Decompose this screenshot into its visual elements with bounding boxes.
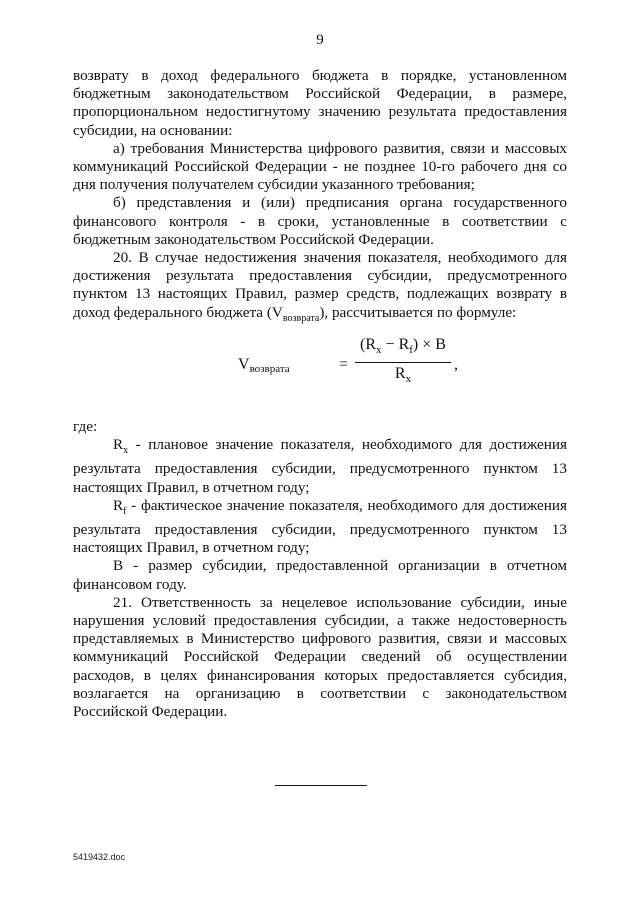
end-divider <box>275 785 367 786</box>
paragraph-item-a: а) требования Министерства цифрового развития, связи и массовых коммуникаций Российской Федерации - не позднее 10-го рабочего дня со дня получения получателем субсидии указанного требования; <box>73 139 567 194</box>
formula-fraction <box>355 336 451 389</box>
document-body <box>73 67 567 721</box>
where-label: где: <box>73 417 98 435</box>
formula-lhs: $V_{возврата}$ <box>238 355 290 375</box>
definition-rf: $R_f$ - фактическое значение показателя, необходимого для достижения результата предоставления субсидии, предусмотренного пунктом 13 настоящих Правил, в отчетном году; <box>73 496 567 557</box>
formula-comma: , <box>454 355 458 373</box>
document-reference: 5419432.doc <box>73 852 126 862</box>
paragraph-21: 21. Ответственность за нецелевое использование субсидии, иные нарушения условий предоставления субсидии, а также недостоверность представляемых в Министерство цифрового развития, связи и массовых коммуникаций Российской Федерации сведений об осуществлении расходов, в целях финансирования которых предоставляется субсидия, возлагается на организацию в соответствии с законодательством Российской Федерации. <box>73 593 567 720</box>
paragraph-item-b: б) представления и (или) предписания органа государственного финансового контроля - в сроки, установленные в соответствии с бюджетным законодательством Российской Федерации. <box>73 194 567 248</box>
definition-b: В - размер субсидии, предоставленной организации в отчетном финансовом году. <box>73 557 567 593</box>
formula-equals: = <box>339 355 349 373</box>
page-number: 9 <box>316 32 324 48</box>
definition-rx: $R_x$ - плановое значение показателя, необходимого для достижения результата предоставления субсидии, предусмотренного пунктом 13 настоящих Правил, в отчетном году; <box>73 436 567 496</box>
formula-numerator: $(R_x - R_f) \times B$ <box>355 336 451 363</box>
paragraph-continuation: возврату в доход федерального бюджета в порядке, установленном бюджетным законодательством Российской Федерации, в размере, пропорциональном недостигнутому значению результата предоставления субсидии, на основании: <box>73 67 567 139</box>
paragraph-20-tail: ), рассчитывается по формуле: <box>319 303 517 321</box>
paragraph-20-text: 20. В случае недостижения значения показателя, необходимого для достижения результата предоставления субсидии, предусмотренного пунктом 13 настоящих Правил, размер средств, подлежащих возврату в доход федерального бюджета (V <box>73 249 567 321</box>
formula-denominator: $R_x$ <box>394 365 412 386</box>
paragraph-20 <box>73 249 567 328</box>
formula-block <box>73 336 567 404</box>
paragraph-20-subscript: возврата <box>282 312 320 324</box>
